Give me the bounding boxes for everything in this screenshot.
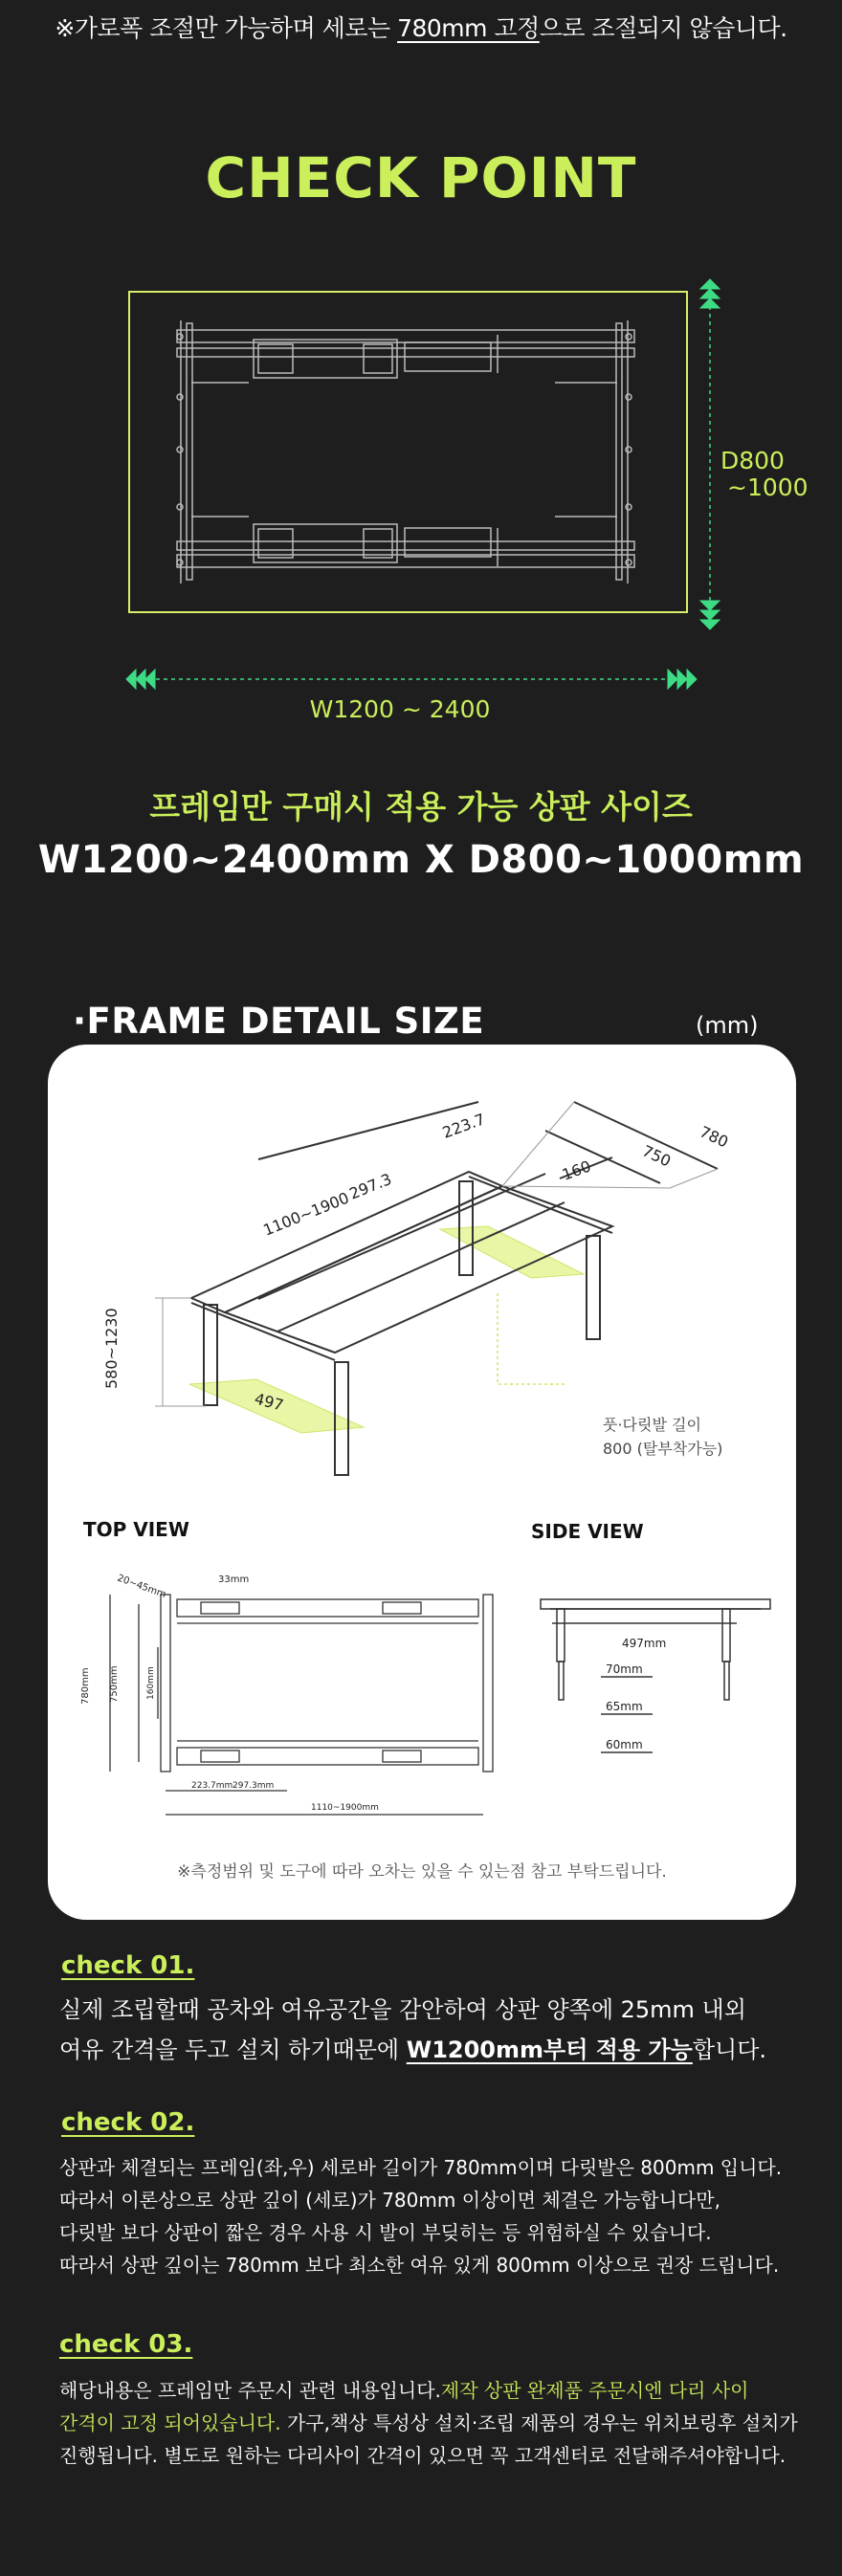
side-view-drawing [541,1599,770,1752]
frame-drawing [177,320,634,583]
frame-detail-card [48,1045,796,1920]
iso-2237: 223.7 [439,1110,488,1142]
iso-5801230: 580~1230 [102,1308,121,1389]
sv-60: 60mm [606,1738,643,1751]
check01-line2a: 여유 간격을 두고 설치 하기때문에 [59,2037,407,2063]
iso-2973: 297.3 [346,1169,394,1203]
check02-line1: 상판과 체결되는 프레임(좌,우) 세로바 길이가 780mm이며 다릿발은 800mm 입니다. [59,2156,783,2179]
tabletop-outline [129,292,687,612]
frame-detail-title: ·FRAME DETAIL SIZE [73,1001,485,1042]
depth-dimension-arrow [700,279,720,629]
iso-780: 780 [697,1122,732,1152]
check02-body [59,2151,825,2281]
check03-line2a: 간격이 고정 되어있습니다. [59,2411,281,2434]
sv-497: 497mm [622,1637,667,1650]
check03-line2 [59,2407,825,2439]
check03-line2b: 가구,책상 특성상 설치·조립 제품의 경우는 위치보링후 설치가 [280,2411,798,2434]
tv-780: 780mm [80,1667,91,1705]
check03-line3: 진행됩니다. 별도로 원하는 다리사이 간격이 있으면 꼭 고객센터로 전달해주셔야합니다. [59,2444,787,2467]
notice-text-c: 으로 조절되지 않습니다. [539,14,787,42]
check03-line1a: 해당내용은 프레임만 주문시 관련 내용입니다. [59,2379,441,2402]
check01-body [59,1990,825,2070]
iso-160: 160 [559,1156,594,1184]
check01-label: check 01. [61,1951,195,1980]
foot-length-label: 풋·다릿발 길이 [603,1416,701,1434]
frame-detail-drawings [48,1045,796,1920]
sv-70: 70mm [606,1662,643,1676]
check02-line2: 따라서 이론상으로 상판 깊이 (세로)가 780mm 이상이면 체결은 가능합니다만, [59,2189,720,2212]
applicable-size-korean: 프레임만 구매시 적용 가능 상판 사이즈 [149,788,693,826]
foot-length-value: 800 (탈부착가능) [603,1440,723,1458]
check01-line2c: 합니다. [692,2037,767,2063]
tv-20-45: 20~45mm [115,1573,167,1601]
tv-11101900: 1110~1900mm [311,1803,379,1813]
iso-750: 750 [639,1141,675,1171]
width-label: W1200 ~ 2400 [309,695,491,717]
frame-detail-unit: (mm) [696,1012,759,1039]
iso-extension-lines [155,1102,718,1406]
top-view-label: TOP VIEW [83,1518,189,1541]
check01-highlight: W1200mm부터 적용 가능 [406,2037,693,2063]
check03-line1 [59,2374,825,2407]
check03-line1b: 제작 상판 완제품 주문시엔 다리 사이 [440,2379,749,2402]
tv-2237: 223.7mm [191,1781,233,1791]
right-foot-highlight [440,1226,584,1278]
iso-11001900: 1100~1900 [260,1188,352,1240]
sv-65: 65mm [606,1700,643,1713]
width-dimension-arrow [126,670,697,689]
applicable-size-value: W1200~2400mm X D800~1000mm [37,838,805,882]
tv-33: 33mm [218,1574,250,1585]
side-view-label: SIDE VIEW [531,1520,644,1543]
tv-2973: 297.3mm [233,1781,275,1791]
measurement-footnote: ※측정범위 및 도구에 따라 오차는 있을 수 있는점 참고 부탁드립니다. [177,1862,667,1882]
check-point-title: CHECK POINT [205,145,637,210]
check01-line1: 실제 조립할때 공차와 여유공간을 감안하여 상판 양쪽에 25mm 내외 [59,1996,746,2023]
check01-line2 [59,2030,825,2070]
depth-label-1: D800 [720,447,785,474]
check03-body [59,2374,825,2472]
check02-line3: 다릿발 보다 상판이 짧은 경우 사용 시 발이 부딪히는 등 위험하실 수 있습니다. [59,2221,712,2244]
tv-160: 160mm [146,1666,156,1700]
notice-fixed-depth: 780mm 고정 [397,14,540,42]
top-view-drawing [80,1573,493,1815]
depth-label-2: ~1000 [727,473,809,501]
notice-text-a: ※가로폭 조절만 가능하며 세로는 [55,14,398,42]
width-only-notice [0,10,842,44]
tv-750: 750mm [109,1665,120,1703]
top-frame-diagram [115,277,823,717]
iso-497: 497 [252,1389,286,1415]
check03-label: check 03. [59,2330,193,2359]
check02-label: check 02. [61,2108,195,2137]
check02-line4: 따라서 상판 깊이는 780mm 보다 최소한 여유 있게 800mm 이상으로 권장 드립니다. [59,2254,780,2277]
